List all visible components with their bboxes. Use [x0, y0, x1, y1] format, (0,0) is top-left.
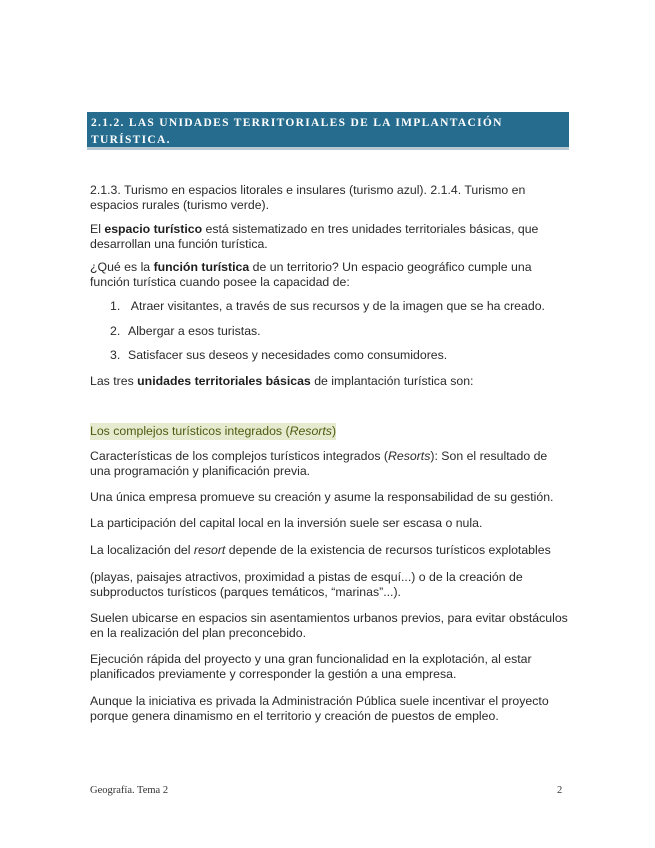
list-item: 2. Albergar a esos turistas.: [110, 324, 261, 338]
list-item: 3. Satisfacer sus deseos y necesidades como consumidores.: [110, 348, 448, 362]
paragraph-7: La participación del capital local en la inversión suele ser escasa o nula.: [90, 516, 483, 530]
paragraph-4: Las tres unidades territoriales básicas de implantación turística son:: [90, 374, 474, 388]
bold-term: espacio turístico: [104, 222, 203, 236]
page-number: 2: [557, 785, 563, 796]
paragraph-1: 2.1.3. Turismo en espacios litorales e insulares (turismo azul). 2.1.4. Turismo en espacios rurales (turismo verde).: [90, 183, 526, 212]
footer-label: Geografía. Tema 2: [90, 785, 169, 796]
paragraph-3: ¿Qué es la función turística de un territorio? Un espacio geográfico cumple una función turística cuando posee la capacidad de:: [90, 260, 532, 289]
bold-term: unidades territoriales básicas: [137, 374, 311, 388]
subsection-heading: Los complejos turísticos integrados (Resorts): [90, 424, 337, 438]
list-item: 1. Atraer visitantes, a través de sus recursos y de la imagen que se ha creado.: [110, 299, 545, 313]
paragraph-2: El espacio turístico está sistematizado en tres unidades territoriales básicas, que desarrollan una función turística.: [90, 222, 539, 251]
paragraph-10: Suelen ubicarse en espacios sin asentamientos urbanos previos, para evitar obstáculos en la realización del plan preconcebido.: [90, 611, 568, 640]
paragraph-8: La localización del resort depende de la existencia de recursos turísticos explotables: [90, 543, 551, 557]
section-header: [87, 112, 569, 150]
paragraph-9: (playas, paisajes atractivos, proximidad a pistas de esquí...) o de la creación de subproductos turísticos (parques temáticos, “marinas”...).: [90, 570, 523, 599]
paragraph-11: Ejecución rápida del proyecto y una gran funcionalidad en la explotación, al estar planificados previamente y corresponder la gestión a una empresa.: [90, 652, 532, 681]
paragraph-5: Características de los complejos turísticos integrados (Resorts): Son el resultado de una programación y planificación previa.: [90, 449, 548, 478]
paragraph-12: Aunque la iniciativa es privada la Administración Pública suele incentivar el proyecto porque genera dinamismo en el territorio y creación de puestos de empleo.: [90, 694, 549, 723]
section-title-line-1: 2.1.2. LAS UNIDADES TERRITORIALES DE LA IMPLANTACIÓN: [91, 117, 503, 129]
section-title-line-2: TURÍSTICA.: [91, 134, 171, 146]
paragraph-6: Una única empresa promueve su creación y asume la responsabilidad de su gestión.: [90, 490, 554, 504]
bold-term: función turística: [153, 260, 250, 274]
